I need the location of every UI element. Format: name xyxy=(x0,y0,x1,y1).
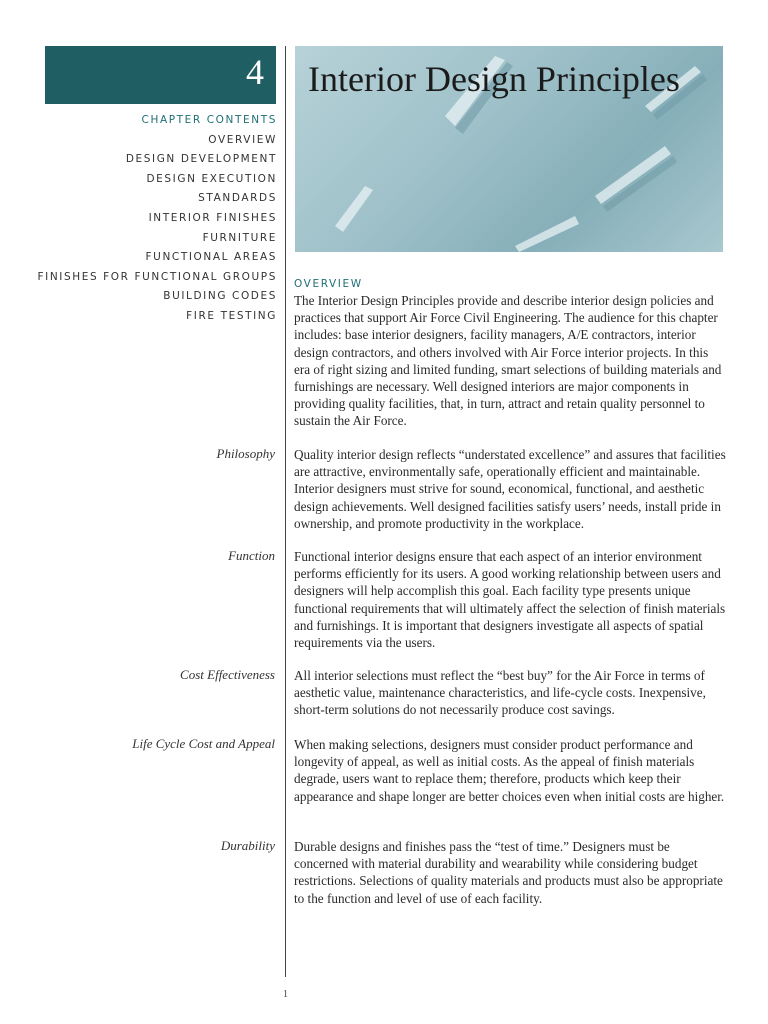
chapter-number: 4 xyxy=(246,52,264,92)
toc-item-interior-finishes[interactable]: INTERIOR FINISHES xyxy=(148,211,277,224)
toc-item-functional-areas[interactable]: FUNCTIONAL AREAS xyxy=(145,251,277,264)
overview-paragraph: The Interior Design Principles provide and describe interior design policies and practices that support Air Force Civil Engineering. The audience for this chapter includes: base interior designers, facility managers, A/E contractors, interior design contractors, and others involved with Air Force interior projects. In this era of right sizing and limited funding, smart selections of building materials and furnishings are necessary. Well designed interiors are major components in providing quality facilities, that, in turn, attract and retain quality personnel to sustain the Air Force. xyxy=(294,293,722,429)
section-text-life-cycle-cost-and-appeal: When making selections, designers must consider product performance and longevity of appeal, as well as initial costs. As the appeal of finish materials degrade, users want to replace them; therefore, products which keep their appearance and shape longer are better choices even when initial costs are higher. xyxy=(294,737,725,804)
toc-item-design-development[interactable]: DESIGN DEVELOPMENT xyxy=(125,153,277,166)
toc-item-building-codes[interactable]: BUILDING CODES xyxy=(163,290,277,303)
chapter-contents-heading: CHAPTER CONTENTS xyxy=(141,114,277,126)
toc-item-furniture[interactable]: FURNITURE xyxy=(202,231,277,244)
section-label-philosophy: Philosophy xyxy=(216,446,275,461)
section-label-life-cycle-cost-and-appeal: Life Cycle Cost and Appeal xyxy=(132,736,275,751)
toc-item-fire-testing[interactable]: FIRE TESTING xyxy=(186,309,277,322)
page-title: Interior Design Principles xyxy=(308,59,680,99)
page-number: 1 xyxy=(283,989,288,1000)
column-divider xyxy=(285,46,286,977)
section-label-cost-effectiveness: Cost Effectiveness xyxy=(180,667,275,682)
section-text-durability: Durable designs and finishes pass the “test of time.” Designers must be concerned with material durability and wearability while considering budget restrictions. Selections of quality materials and products must also be appropriate to the function and level of use of each facility. xyxy=(294,839,723,906)
section-text-cost-effectiveness: All interior selections must reflect the “best buy” for the Air Force in terms of aesthetic value, maintenance characteristics, and life-cycle costs. Inexpensive, short-term solutions do not necessarily produce cost savings. xyxy=(294,668,706,718)
section-label-durability: Durability xyxy=(220,838,275,853)
chapter-number-box xyxy=(45,46,276,104)
section-text-function: Functional interior designs ensure that each aspect of an interior environment performs efficiently for its users. A good working relationship between users and designers will help accomplish this goal. Each facility type presents unique functional requirements that will ultimately affect the selection of finish materials and furnishings. It is important that designers investigate all aspects of spatial requirements via the users. xyxy=(294,549,726,651)
toc-item-finishes-for-functional-groups[interactable]: FINISHES FOR FUNCTIONAL GROUPS xyxy=(37,270,277,283)
toc-item-overview[interactable]: OVERVIEW xyxy=(208,133,277,146)
overview-heading: OVERVIEW xyxy=(294,278,363,290)
toc-item-design-execution[interactable]: DESIGN EXECUTION xyxy=(146,172,277,185)
chapter-contents xyxy=(37,111,277,327)
toc-item-standards[interactable]: STANDARDS xyxy=(198,192,277,205)
section-label-function: Function xyxy=(228,548,275,563)
section-text-philosophy: Quality interior design reflects “understated excellence” and assures that facilities are attractive, environmentally safe, operationally efficient and maintainable. Interior designers must strive for sound, economical, functional, and aesthetic design achievements. Well designed facilities satisfy users’ needs, install pride in ownership, and promote productivity in the workplace. xyxy=(294,447,726,531)
